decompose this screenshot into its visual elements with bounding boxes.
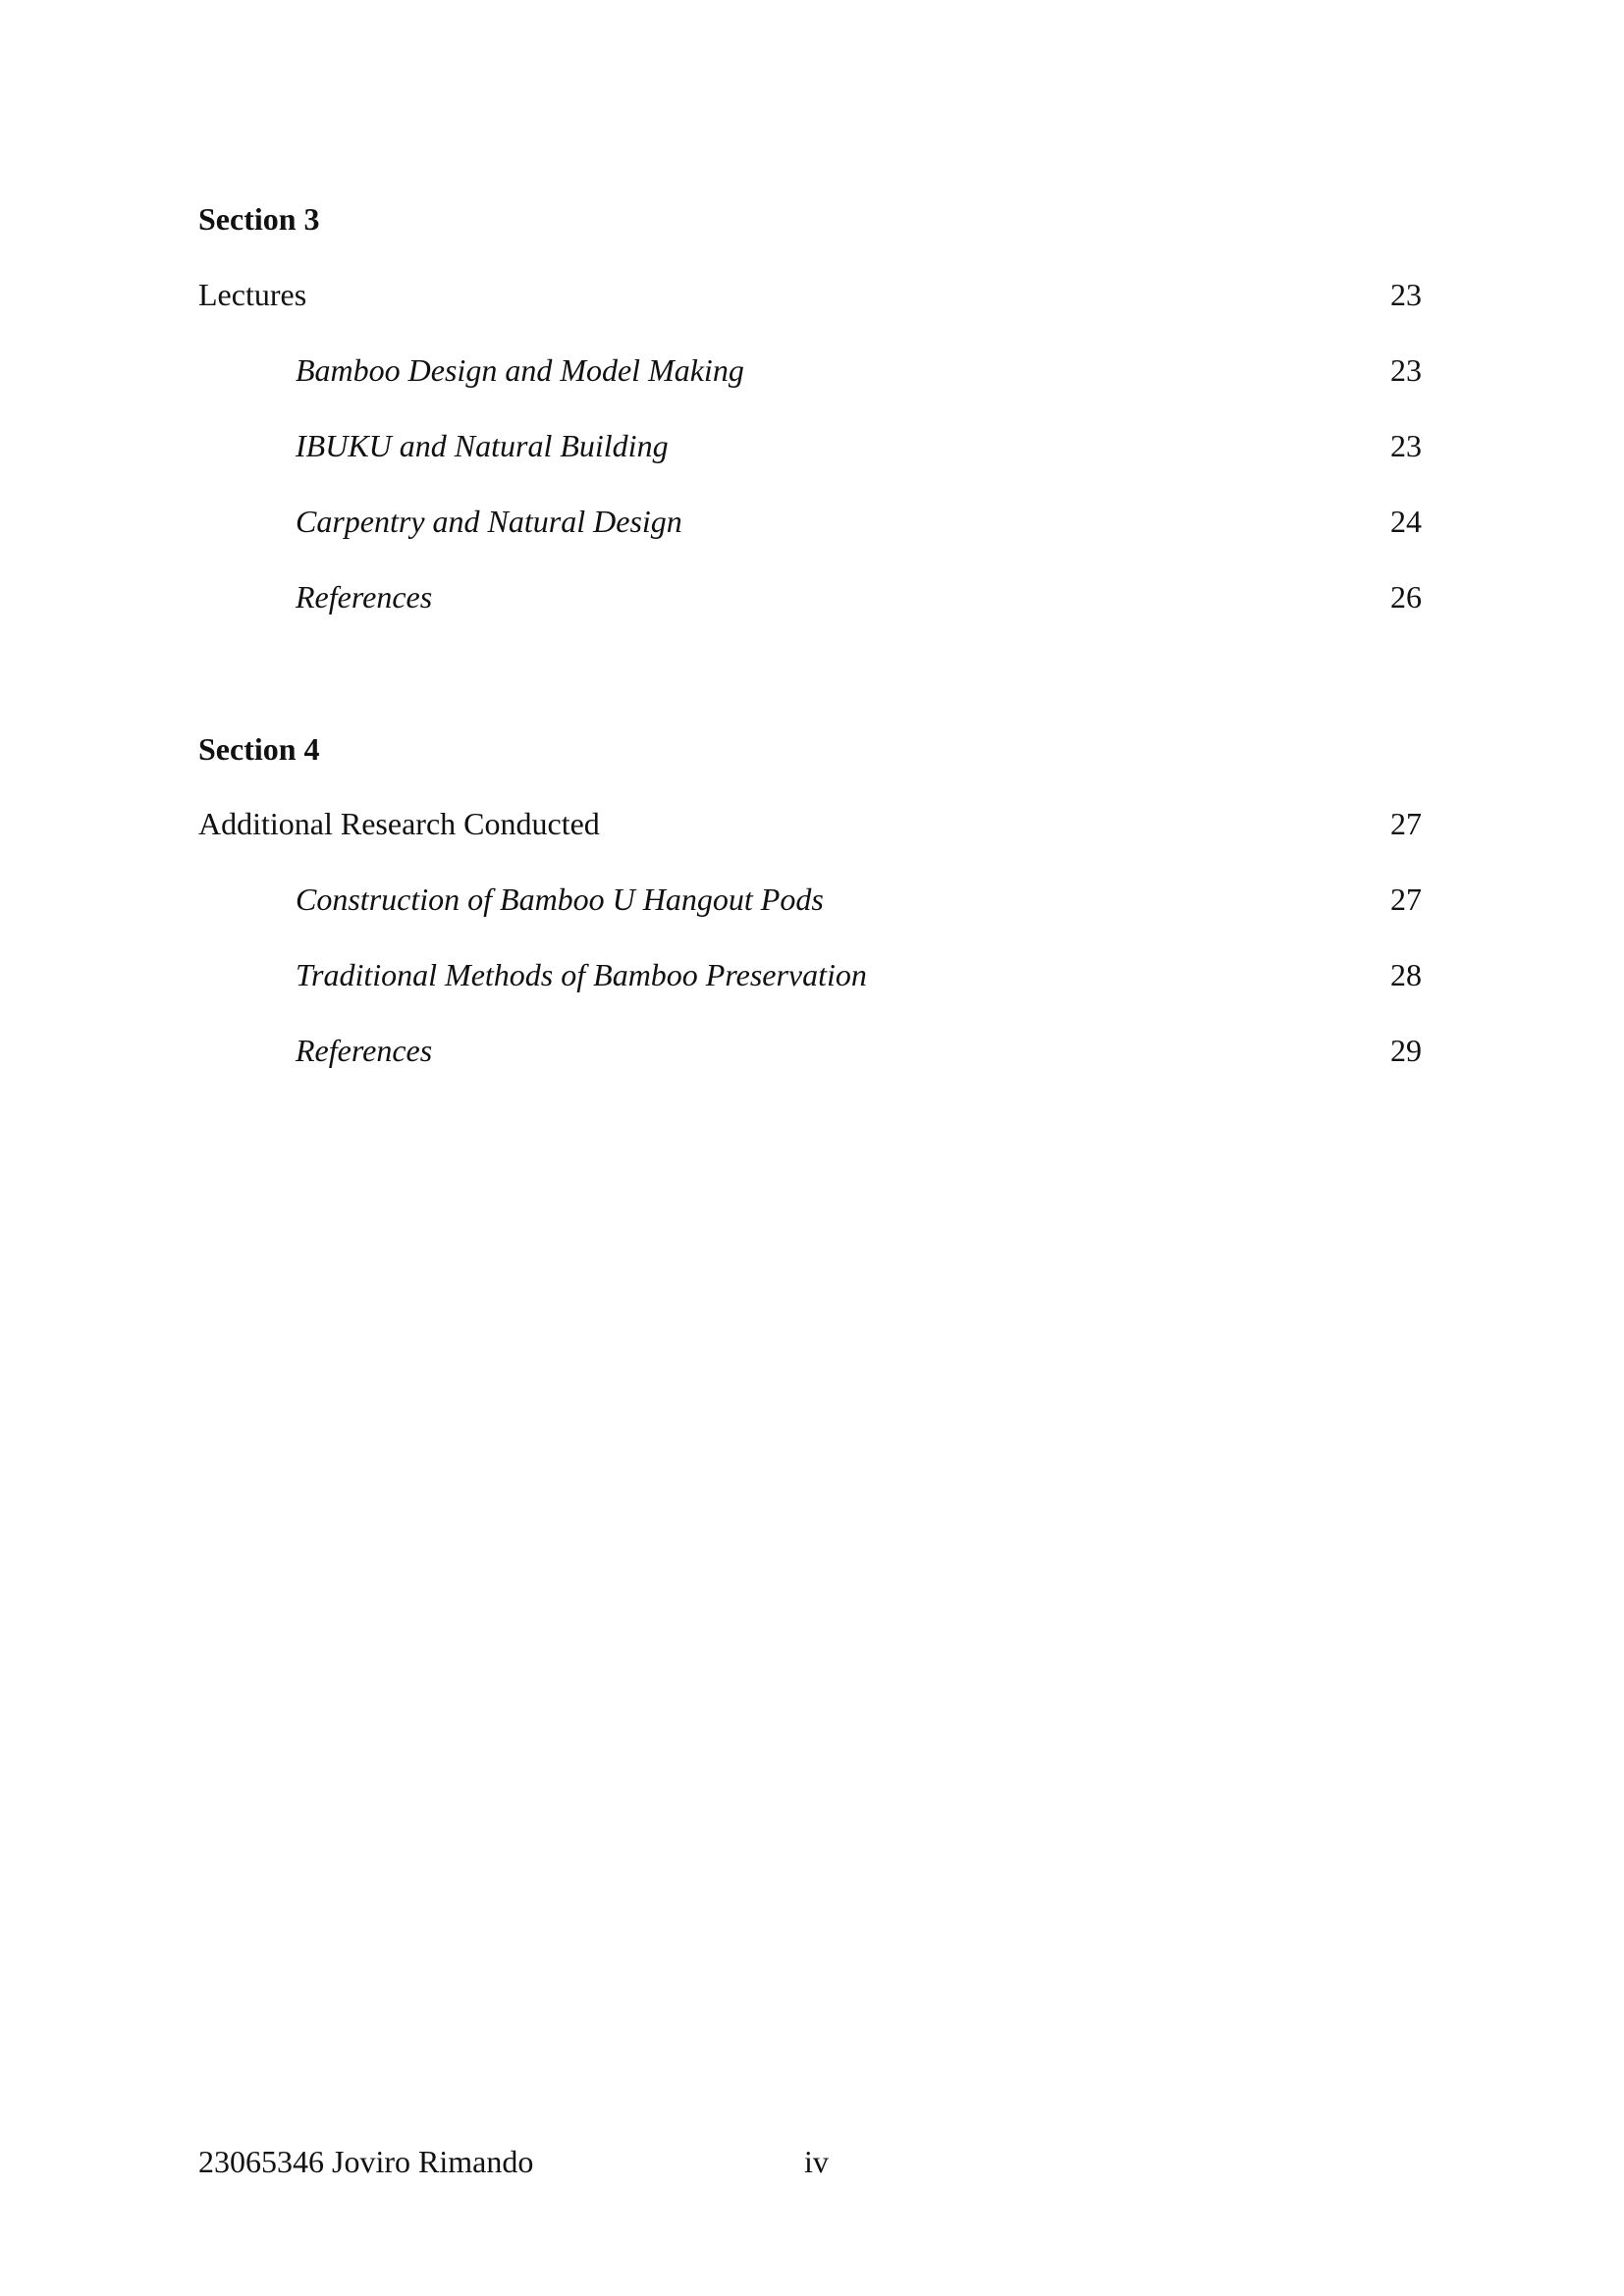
toc-entry-label: Additional Research Conducted [198, 806, 600, 841]
toc-entry-carpentry [198, 502, 1422, 541]
toc-entry-page: 23 [1390, 428, 1422, 463]
toc-entry-label: IBUKU and Natural Building [296, 428, 669, 463]
toc-entry-page: 23 [1390, 352, 1422, 388]
toc-entry-label: Construction of Bamboo U Hangout Pods [296, 881, 824, 917]
toc-entry-lectures [198, 275, 1422, 314]
toc-entry-references [198, 1031, 1422, 1070]
toc-entry-label: References [296, 579, 433, 614]
toc-entry-page: 24 [1390, 504, 1422, 539]
toc-entry-label: Carpentry and Natural Design [296, 504, 682, 539]
toc-entry-label: Bamboo Design and Model Making [296, 352, 744, 388]
toc-entry-additional-research [198, 804, 1422, 843]
toc-entry-page: 23 [1390, 277, 1422, 312]
toc-entry-page: 27 [1390, 881, 1422, 917]
toc-entry-bamboo-design [198, 350, 1422, 390]
section-heading: Section 4 [198, 731, 320, 767]
toc-entry-label: References [296, 1033, 433, 1068]
toc-entry-page: 28 [1390, 957, 1422, 992]
toc-entry-hangout-pods [198, 880, 1422, 919]
toc-entry-ibuku [198, 426, 1422, 465]
toc-entry-label: Lectures [198, 277, 307, 312]
toc-entry-page: 29 [1390, 1033, 1422, 1068]
toc-entry-label: Traditional Methods of Bamboo Preservation [296, 957, 867, 992]
toc-entry-page: 27 [1390, 806, 1422, 841]
footer-author: 23065346 Joviro Rimando [198, 2144, 534, 2179]
toc-entry-preservation [198, 955, 1422, 994]
section-heading: Section 3 [198, 201, 320, 237]
toc-entry-page: 26 [1390, 579, 1422, 614]
toc-entry-references [198, 577, 1422, 616]
footer-page-number: iv [804, 2144, 829, 2179]
